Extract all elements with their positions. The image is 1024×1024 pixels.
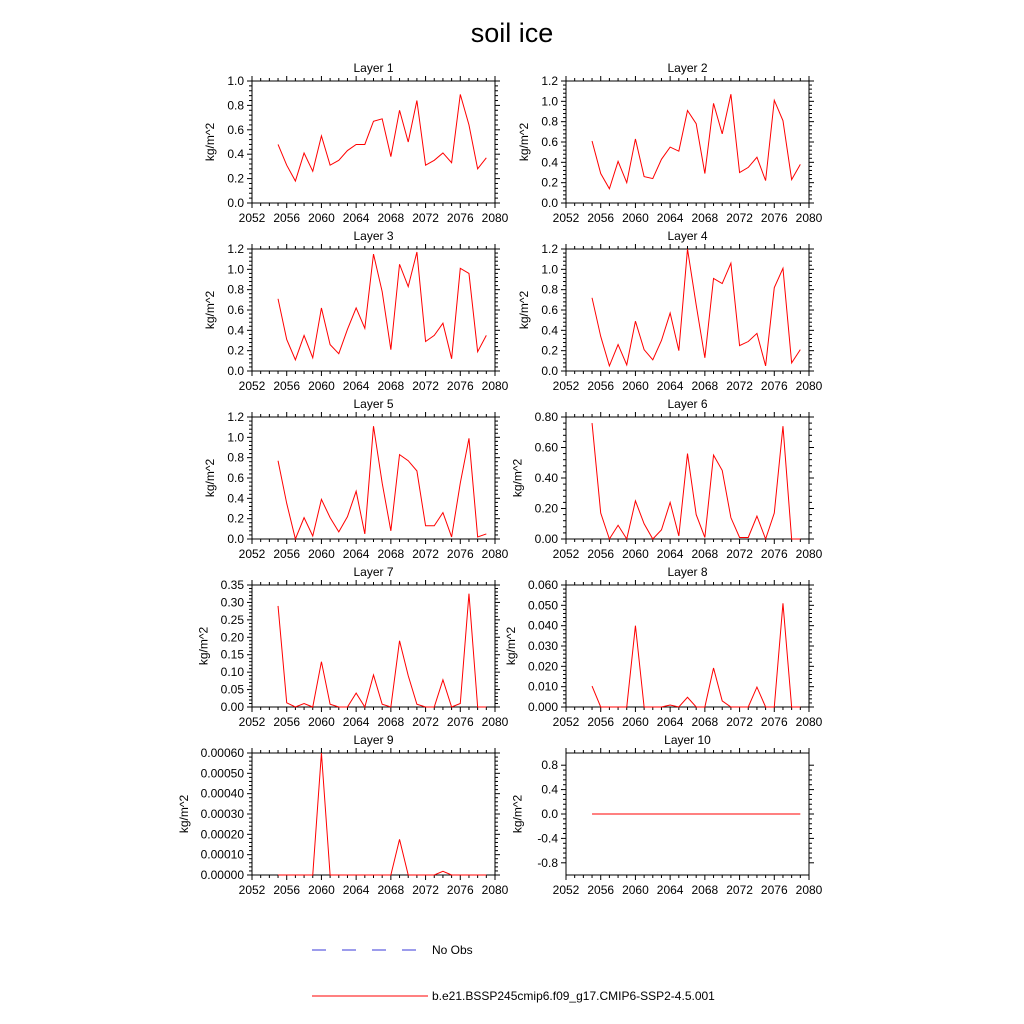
x-tick-label: 2052 — [552, 715, 580, 729]
y-tick-label: 0.4 — [227, 323, 244, 338]
x-tick-label: 2060 — [308, 715, 335, 729]
y-tick-label: 0.00060 — [200, 746, 244, 760]
panel-layer-7 — [197, 565, 509, 729]
panel-layer-4 — [517, 229, 822, 393]
x-tick-label: 2060 — [308, 379, 335, 393]
y-tick-label: 0.0 — [541, 364, 558, 378]
y-tick-label: 0.6 — [227, 122, 244, 137]
x-tick-label: 2076 — [760, 547, 788, 561]
y-tick-label: 0.010 — [527, 679, 558, 694]
x-tick-label: 2072 — [412, 715, 439, 729]
x-tick-label: 2080 — [481, 379, 509, 393]
y-tick-label: 0.8 — [541, 758, 558, 773]
y-tick-label: 0.40 — [534, 471, 558, 485]
x-tick-label: 2076 — [760, 883, 788, 897]
panel-title: Layer 7 — [353, 565, 394, 579]
y-tick-label: 0.6 — [227, 303, 244, 317]
y-tick-label: 1.0 — [227, 430, 244, 445]
x-tick-label: 2080 — [795, 379, 823, 393]
y-axis-label: kg/m^2 — [504, 626, 518, 666]
series-line — [278, 94, 486, 181]
x-tick-label: 2052 — [552, 211, 580, 225]
x-tick-label: 2064 — [342, 883, 370, 897]
x-tick-label: 2060 — [308, 547, 335, 561]
y-tick-label: 0.2 — [227, 171, 244, 186]
y-tick-label: 0.060 — [527, 578, 558, 592]
y-tick-label: 0.4 — [541, 155, 558, 170]
x-tick-label: 2076 — [446, 883, 474, 897]
x-tick-label: 2068 — [377, 211, 405, 225]
panel-layer-5 — [203, 397, 508, 561]
panel-layer-8 — [504, 565, 823, 729]
panel-title: Layer 9 — [353, 733, 394, 747]
x-tick-label: 2060 — [622, 211, 649, 225]
y-tick-label: 0.00000 — [200, 868, 244, 882]
x-tick-label: 2080 — [481, 547, 509, 561]
x-tick-label: 2064 — [656, 547, 684, 561]
panel-layer-9 — [177, 733, 509, 897]
x-tick-label: 2064 — [342, 547, 370, 561]
y-tick-label: -0.4 — [537, 831, 558, 846]
x-tick-label: 2056 — [273, 211, 301, 225]
x-tick-label: 2056 — [273, 547, 301, 561]
x-tick-label: 2052 — [238, 883, 266, 897]
y-tick-label: 0.8 — [227, 98, 244, 113]
panel-title: Layer 1 — [353, 61, 394, 75]
x-tick-label: 2072 — [412, 883, 439, 897]
y-axis-label: kg/m^2 — [203, 458, 218, 498]
x-tick-label: 2080 — [795, 547, 823, 561]
y-axis-label: kg/m^2 — [176, 794, 191, 834]
plot-frame — [252, 249, 495, 371]
y-tick-label: 0.4 — [227, 491, 244, 506]
series-line — [592, 603, 800, 707]
y-tick-label: 1.0 — [227, 262, 244, 277]
y-tick-label: 0.8 — [541, 282, 558, 297]
x-tick-label: 2052 — [552, 379, 580, 393]
y-tick-label: 0.00010 — [200, 847, 244, 862]
x-tick-label: 2056 — [587, 715, 615, 729]
x-tick-label: 2068 — [691, 715, 719, 729]
y-tick-label: -0.8 — [537, 855, 558, 870]
y-tick-label: 0.4 — [541, 323, 558, 338]
y-tick-label: 0.10 — [220, 665, 244, 680]
series-line — [278, 753, 486, 875]
x-tick-label: 2056 — [587, 883, 615, 897]
x-tick-label: 2056 — [587, 379, 615, 393]
y-tick-label: 0.0 — [227, 196, 244, 210]
y-tick-label: 0.8 — [541, 114, 558, 129]
x-tick-label: 2068 — [377, 547, 405, 561]
x-tick-label: 2064 — [342, 715, 370, 729]
y-axis-label: kg/m^2 — [517, 290, 532, 330]
panel-layer-10 — [511, 733, 823, 897]
x-tick-label: 2068 — [691, 379, 719, 393]
y-tick-label: 1.2 — [541, 242, 558, 256]
y-tick-label: 0.8 — [227, 282, 244, 297]
x-tick-label: 2072 — [726, 547, 753, 561]
x-tick-label: 2068 — [377, 379, 405, 393]
panel-title: Layer 5 — [353, 397, 394, 411]
y-tick-label: 0.0 — [227, 532, 244, 546]
x-tick-label: 2080 — [795, 883, 823, 897]
x-tick-label: 2052 — [238, 379, 266, 393]
panel-layer-6 — [511, 397, 823, 561]
panel-title: Layer 10 — [664, 733, 711, 747]
plot-frame — [566, 585, 809, 707]
x-tick-label: 2064 — [656, 211, 684, 225]
y-tick-label: 0.00040 — [200, 786, 244, 801]
y-axis-label: kg/m^2 — [196, 626, 211, 666]
y-tick-label: 0.35 — [220, 578, 244, 592]
x-tick-label: 2076 — [446, 211, 474, 225]
y-tick-label: 0.20 — [220, 630, 244, 645]
x-tick-label: 2068 — [377, 883, 405, 897]
x-tick-label: 2072 — [412, 379, 439, 393]
y-tick-label: 1.2 — [541, 74, 558, 88]
plot-frame — [252, 753, 495, 875]
legend-obs-label: No Obs — [432, 943, 473, 957]
y-tick-label: 0.030 — [527, 639, 558, 653]
y-axis-label: kg/m^2 — [203, 122, 218, 162]
x-tick-label: 2080 — [795, 715, 823, 729]
y-axis-label: kg/m^2 — [203, 290, 218, 330]
y-tick-label: 0.30 — [220, 595, 244, 610]
y-tick-label: 0.0 — [541, 196, 558, 210]
panel-layer-3 — [203, 229, 508, 393]
x-tick-label: 2080 — [795, 211, 823, 225]
y-tick-label: 0.05 — [220, 682, 244, 697]
plot-frame — [252, 417, 495, 539]
y-tick-label: 0.60 — [534, 440, 558, 455]
x-tick-label: 2060 — [308, 211, 335, 225]
x-tick-label: 2072 — [412, 211, 439, 225]
y-tick-label: 0.6 — [541, 135, 558, 149]
y-tick-label: 0.2 — [541, 343, 558, 358]
plot-frame — [566, 417, 809, 539]
y-tick-label: 0.8 — [227, 450, 244, 465]
series-line — [592, 423, 800, 539]
x-tick-label: 2072 — [726, 715, 753, 729]
x-tick-label: 2076 — [760, 211, 788, 225]
series-line — [592, 249, 800, 366]
y-tick-label: 0.4 — [227, 147, 244, 162]
x-tick-label: 2072 — [726, 883, 753, 897]
y-tick-label: 1.0 — [227, 74, 244, 88]
x-tick-label: 2080 — [481, 715, 509, 729]
y-axis-label: kg/m^2 — [510, 458, 525, 498]
y-tick-label: 1.0 — [541, 262, 558, 277]
x-tick-label: 2068 — [691, 883, 719, 897]
panel-layer-1 — [203, 61, 508, 225]
y-tick-label: 0.80 — [534, 410, 558, 424]
y-tick-label: 0.15 — [220, 647, 244, 662]
x-tick-label: 2076 — [760, 379, 788, 393]
y-tick-label: 0.0 — [541, 807, 558, 821]
x-tick-label: 2052 — [552, 547, 580, 561]
x-tick-label: 2052 — [238, 211, 266, 225]
x-tick-label: 2052 — [238, 715, 266, 729]
x-tick-label: 2076 — [760, 715, 788, 729]
y-tick-label: 0.040 — [527, 618, 558, 633]
x-tick-label: 2076 — [446, 715, 474, 729]
x-tick-label: 2056 — [273, 715, 301, 729]
y-tick-label: 0.00 — [220, 700, 244, 714]
x-tick-label: 2072 — [726, 211, 753, 225]
y-tick-label: 0.00020 — [200, 827, 244, 842]
panel-title: Layer 2 — [667, 61, 708, 75]
plot-frame — [566, 249, 809, 371]
y-tick-label: 0.00050 — [200, 766, 244, 781]
y-tick-label: 1.0 — [541, 94, 558, 109]
plot-frame — [566, 81, 809, 203]
y-tick-label: 0.4 — [541, 782, 558, 797]
figure-title: soil ice — [470, 18, 554, 48]
panel-title: Layer 4 — [667, 229, 708, 243]
x-tick-label: 2060 — [622, 883, 649, 897]
y-tick-label: 0.20 — [534, 501, 558, 516]
x-tick-label: 2056 — [273, 883, 301, 897]
x-tick-label: 2060 — [622, 547, 649, 561]
y-tick-label: 1.2 — [227, 242, 244, 256]
x-tick-label: 2064 — [342, 379, 370, 393]
legend — [312, 943, 715, 1003]
x-tick-label: 2060 — [308, 883, 335, 897]
x-tick-label: 2068 — [691, 547, 719, 561]
x-tick-label: 2076 — [446, 547, 474, 561]
y-tick-label: 0.00030 — [200, 807, 244, 821]
x-tick-label: 2064 — [656, 883, 684, 897]
x-tick-label: 2052 — [238, 547, 266, 561]
x-tick-label: 2064 — [656, 379, 684, 393]
x-tick-label: 2068 — [691, 211, 719, 225]
x-tick-label: 2080 — [481, 211, 509, 225]
panel-layer-2 — [517, 61, 822, 225]
y-tick-label: 0.6 — [227, 471, 244, 485]
x-tick-label: 2072 — [412, 547, 439, 561]
y-tick-label: 0.25 — [220, 612, 244, 627]
y-tick-label: 0.0 — [227, 364, 244, 378]
x-tick-label: 2076 — [446, 379, 474, 393]
panel-title: Layer 6 — [667, 397, 708, 411]
y-tick-label: 0.050 — [527, 598, 558, 613]
x-tick-label: 2060 — [622, 379, 649, 393]
series-line — [278, 594, 486, 707]
plot-frame — [252, 585, 495, 707]
y-tick-label: 0.2 — [227, 511, 244, 526]
x-tick-label: 2064 — [656, 715, 684, 729]
x-tick-label: 2056 — [587, 211, 615, 225]
legend-model-label: b.e21.BSSP245cmip6.f09_g17.CMIP6-SSP2-4.5.001 — [432, 989, 715, 1003]
x-tick-label: 2056 — [587, 547, 615, 561]
y-axis-label: kg/m^2 — [510, 794, 525, 834]
x-tick-label: 2072 — [726, 379, 753, 393]
y-tick-label: 0.020 — [527, 659, 558, 674]
x-tick-label: 2060 — [622, 715, 649, 729]
x-tick-label: 2052 — [552, 883, 580, 897]
y-axis-label: kg/m^2 — [517, 122, 532, 162]
y-tick-label: 1.2 — [227, 410, 244, 424]
y-tick-label: 0.00 — [534, 532, 558, 546]
series-line — [592, 94, 800, 189]
panel-title: Layer 8 — [667, 565, 708, 579]
plot-frame — [252, 81, 495, 203]
y-tick-label: 0.6 — [541, 303, 558, 317]
y-tick-label: 0.000 — [527, 700, 558, 714]
y-tick-label: 0.2 — [227, 343, 244, 358]
x-tick-label: 2056 — [273, 379, 301, 393]
x-tick-label: 2080 — [481, 883, 509, 897]
panel-title: Layer 3 — [353, 229, 394, 243]
y-tick-label: 0.2 — [541, 175, 558, 190]
x-tick-label: 2068 — [377, 715, 405, 729]
panels — [177, 61, 823, 897]
series-line — [278, 252, 486, 360]
x-tick-label: 2064 — [342, 211, 370, 225]
series-line — [278, 426, 486, 539]
